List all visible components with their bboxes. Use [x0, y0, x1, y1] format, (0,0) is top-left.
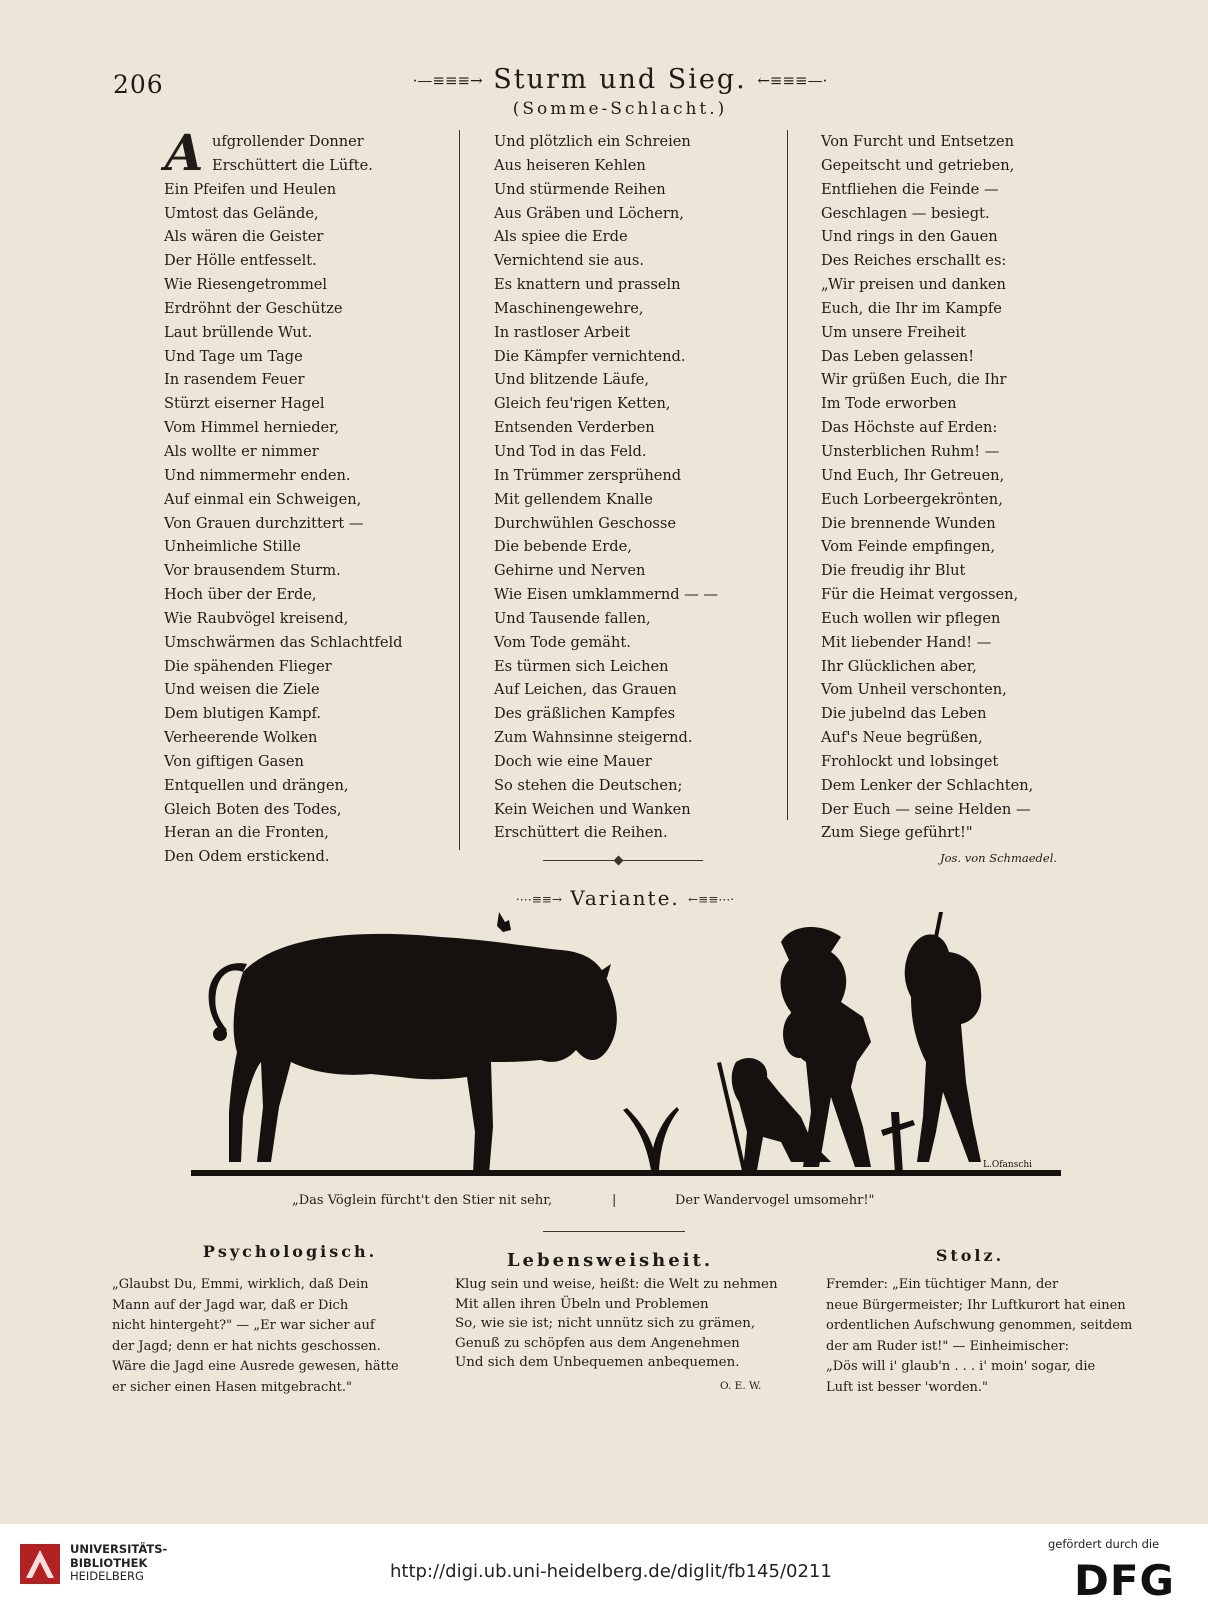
poem-line: So stehen die Deutschen; — [494, 776, 683, 794]
poem-line: Und Tod in das Feld. — [494, 442, 647, 460]
psych-text — [112, 1275, 428, 1399]
poem-line: Laut brüllende Wut. — [164, 323, 313, 341]
illustration-title — [490, 886, 760, 910]
poem-line: Wie Riesengetrommel — [164, 276, 328, 294]
plant-silhouette — [623, 1107, 679, 1170]
poem-line: Vom Tode gemäht. — [494, 633, 631, 651]
poem-line: Ein Pfeifen und Heulen — [164, 180, 337, 198]
ornament-right-icon: ←≡≡⋯· — [688, 892, 735, 907]
poem-line: Mit gellendem Knalle — [494, 490, 653, 508]
text-line: „Glaubst Du, Emmi, wirklich, daß Dein — [112, 1277, 369, 1292]
poem-line: Auf einmal ein Schweigen, — [164, 490, 362, 508]
text-line: nicht hintergeht?" — „Er war sicher auf — [112, 1318, 375, 1334]
poem-line: Vor brausendem Sturm. — [164, 562, 341, 580]
poem-line: Heran an die Fronten, — [164, 824, 329, 842]
verse-line: Genuß zu schöpfen aus dem Angenehmen — [455, 1335, 740, 1351]
poem-line: Gehirne und Nerven — [494, 562, 646, 580]
page-number: 206 — [113, 70, 164, 99]
verse-line: Mit allen ihren Übeln und Problemen — [455, 1296, 709, 1312]
poem-column-1 — [164, 123, 403, 869]
university-name-line: UNIVERSITÄTS- — [70, 1542, 168, 1556]
leben-signature: O. E. W. — [720, 1380, 762, 1392]
text-line: der am Ruder ist!" — Einheimischer: — [826, 1338, 1069, 1354]
illustration-title-text: Variante. — [570, 886, 680, 910]
text-line: ordentlichen Aufschwung genommen, seitdem — [826, 1318, 1133, 1334]
poem-line: Es knattern und prasseln — [494, 276, 681, 294]
poem-line: Zum Wahnsinne steigernd. — [494, 729, 693, 747]
poem-line: Wie Raubvögel kreisend, — [164, 609, 349, 627]
poem-line: Die brennende Wunden — [821, 514, 996, 532]
poem-line: Doch wie eine Mauer — [494, 752, 652, 770]
poem-line: Und blitzende Läufe, — [494, 371, 650, 389]
text-line: „Dös will i' glaub'n . . . i' moin' sogar, die — [826, 1359, 1096, 1375]
psych-title: Psychologisch. — [202, 1242, 378, 1261]
poem-line: Erschüttert die Lüfte. — [212, 156, 373, 174]
poem-line: Von Furcht und Entsetzen — [821, 133, 1015, 150]
poem-line: Als wären die Geister — [164, 228, 324, 246]
poem-line: Die bebende Erde, — [494, 538, 632, 556]
poem-line: Als wollte er nimmer — [164, 442, 319, 460]
text-line: der Jagd; denn er hat nichts geschossen. — [112, 1338, 381, 1354]
poem-line: Kein Weichen und Wanken — [494, 800, 691, 818]
column-divider — [787, 130, 788, 820]
poem-line: Frohlockt und lobsinget — [821, 752, 999, 770]
stolz-text — [826, 1275, 1136, 1399]
poem-title-text: Sturm und Sieg. — [493, 64, 747, 95]
poem-line: Umtost das Gelände, — [164, 204, 319, 222]
dfg-logo: DFG — [1074, 1556, 1176, 1605]
university-name-line: HEIDELBERG — [70, 1569, 144, 1583]
poem-line: Und Tausende fallen, — [494, 609, 651, 627]
university-logo-icon — [16, 1540, 64, 1588]
poem-line: Des gräßlichen Kampfes — [494, 705, 676, 723]
poem-line: Umschwärmen das Schlachtfeld — [164, 633, 403, 651]
poem-line: Im Tode erworben — [821, 395, 957, 413]
caption-left: „Das Vöglein fürcht't den Stier nit sehr, — [292, 1193, 553, 1208]
bird-silhouette — [497, 912, 511, 932]
poem-line: In rasendem Feuer — [164, 371, 305, 389]
poem-line: Und stürmende Reihen — [494, 180, 666, 198]
poem-line: Stürzt eiserner Hagel — [164, 395, 325, 413]
university-name — [70, 1543, 167, 1584]
poem-line: Und Euch, Ihr Getreuen, — [821, 466, 1005, 484]
bull-silhouette — [229, 934, 617, 1174]
poem-line: Verheerende Wolken — [164, 729, 318, 747]
poem-line: Geschlagen — besiegt. — [821, 204, 990, 222]
poem-column-2 — [494, 130, 718, 845]
poem-line: Entsenden Verderben — [494, 419, 655, 437]
poem-line: Wie Eisen umklammernd — — — [494, 586, 719, 604]
poem-line: Vom Feinde empfingen, — [821, 538, 996, 556]
silhouette-illustration — [191, 912, 1061, 1182]
verse-line: Klug sein und weise, heißt: die Welt zu nehmen — [455, 1277, 778, 1292]
poem-line: Der Euch — seine Helden — — [821, 800, 1031, 818]
poem-line: Die spähenden Flieger — [164, 657, 332, 675]
poem-line: Dem Lenker der Schlachten, — [821, 776, 1034, 794]
poem-line: „Wir preisen und danken — [821, 276, 1006, 294]
caption-right: Der Wandervogel umsomehr!" — [675, 1193, 875, 1208]
poem-line: Zum Siege geführt!" — [821, 824, 973, 842]
poem-line: Und Tage um Tage — [164, 347, 303, 365]
text-line: Fremder: „Ein tüchtiger Mann, der — [826, 1277, 1059, 1292]
poem-line: Vernichtend sie aus. — [494, 252, 644, 270]
poem-line: Die freudig ihr Blut — [821, 562, 966, 580]
lute-silhouette — [783, 1010, 815, 1058]
poem-line: Das Höchste auf Erden: — [821, 419, 998, 437]
poem-line: Erdröhnt der Geschütze — [164, 299, 343, 317]
ornament-left-icon: ·—≡≡≡→ — [412, 71, 483, 90]
caption-rule — [543, 1231, 685, 1232]
poem-line: Ihr Glücklichen aber, — [821, 657, 977, 675]
poem-line: Gepeitscht und getrieben, — [821, 156, 1015, 174]
poem-line: Den Odem erstickend. — [164, 848, 330, 866]
poem-line: Und weisen die Ziele — [164, 681, 320, 699]
poem-subtitle: (Somme-Schlacht.) — [512, 99, 728, 119]
poem-line: Euch, die Ihr im Kampfe — [821, 299, 1002, 317]
poem-line: Aus heiseren Kehlen — [494, 156, 646, 174]
poem-line: ufgrollender Donner — [212, 133, 364, 150]
poem-line: Um unsere Freiheit — [821, 323, 966, 341]
poem-line: Auf Leichen, das Grauen — [494, 681, 677, 699]
column-divider — [459, 130, 460, 850]
hiker-figure-silhouette — [905, 934, 981, 1162]
poem-line: Hoch über der Erde, — [164, 586, 317, 604]
poem-line: Das Leben gelassen! — [821, 347, 975, 365]
ornament-right-icon: ←≡≡≡—· — [757, 71, 828, 90]
text-line: Wäre die Jagd eine Ausrede gewesen, hätte — [112, 1359, 399, 1375]
poem-line: Es türmen sich Leichen — [494, 657, 669, 675]
leben-title: Lebensweisheit. — [506, 1250, 714, 1271]
poem-title — [400, 64, 840, 95]
text-line: Mann auf der Jagd war, daß er Dich — [112, 1297, 349, 1313]
poem-line: Entfliehen die Feinde — — [821, 180, 999, 198]
poem-line: Erschüttert die Reihen. — [494, 824, 668, 842]
university-name-line: BIBLIOTHEK — [70, 1555, 148, 1570]
poem-line: Maschinengewehre, — [494, 299, 644, 317]
poem-column-3 — [821, 130, 1033, 845]
poem-line: Vom Himmel hernieder, — [164, 419, 340, 437]
poem-line: Aus Gräben und Löchern, — [494, 204, 684, 222]
poem-line: Von Grauen durchzittert — — [164, 514, 364, 532]
poem-line: Und nimmermehr enden. — [164, 466, 351, 484]
caption-separator: | — [612, 1193, 617, 1208]
stolz-title: Stolz. — [935, 1246, 1005, 1265]
poem-line: In Trümmer zersprühend — [494, 466, 682, 484]
poem-line: Mit liebender Hand! — — [821, 633, 992, 651]
poem-line: Als spiee die Erde — [494, 228, 628, 246]
fence-silhouette — [881, 1112, 915, 1174]
poem-line: Die jubelnd das Leben — [821, 705, 987, 723]
drop-cap: A — [164, 123, 204, 182]
poem-line: Entquellen und drängen, — [164, 776, 349, 794]
text-line: neue Bürgermeister; Ihr Luftkurort hat einen — [826, 1297, 1126, 1313]
poem-end-rule — [543, 860, 703, 861]
leben-text — [455, 1275, 778, 1373]
poem-line: Unheimliche Stille — [164, 538, 301, 556]
poem-line: Für die Heimat vergossen, — [821, 586, 1019, 604]
ground-line — [191, 1170, 1061, 1176]
poem-line: Des Reiches erschallt es: — [821, 252, 1007, 270]
poem-line: Euch wollen wir pflegen — [821, 609, 1001, 627]
poem-line: Der Hölle entfesselt. — [164, 252, 317, 270]
poem-line: Unsterblichen Ruhm! — — [821, 442, 1000, 460]
poem-signature: Jos. von Schmaedel. — [940, 851, 1058, 865]
poem-line: Wir grüßen Euch, die Ihr — [821, 371, 1007, 389]
poem-line: Durchwühlen Geschosse — [494, 514, 677, 532]
poem-line: Dem blutigen Kampf. — [164, 705, 322, 723]
poem-line: Die Kämpfer vernichtend. — [494, 347, 686, 365]
poem-line: Gleich feu'rigen Ketten, — [494, 395, 671, 413]
poem-line: Und rings in den Gauen — [821, 228, 998, 246]
poem-line: Von giftigen Gasen — [164, 752, 304, 770]
poem-line: Auf's Neue begrüßen, — [821, 729, 983, 747]
verse-line: Und sich dem Unbequemen anbequemen. — [455, 1355, 740, 1370]
funder-label: gefördert durch die — [1048, 1537, 1160, 1551]
poem-line: Und plötzlich ein Schreien — [494, 133, 691, 150]
verse-line: So, wie sie ist; nicht unnütz sich zu grämen, — [455, 1316, 756, 1331]
poem-line: In rastloser Arbeit — [494, 323, 631, 341]
permalink[interactable]: http://digi.ub.uni-heidelberg.de/diglit/fb145/0211 — [390, 1561, 832, 1582]
poem-line: Gleich Boten des Todes, — [164, 800, 342, 818]
poem-line: Euch Lorbeergekrönten, — [821, 490, 1003, 508]
text-line: Luft ist besser 'worden." — [826, 1379, 988, 1395]
ornament-left-icon: ·⋯≡≡→ — [515, 892, 562, 907]
poem-line: Vom Unheil verschonten, — [821, 681, 1007, 699]
text-line: er sicher einen Hasen mitgebracht." — [112, 1379, 352, 1395]
illustration-signature: L.Ofanschi — [983, 1160, 1033, 1170]
